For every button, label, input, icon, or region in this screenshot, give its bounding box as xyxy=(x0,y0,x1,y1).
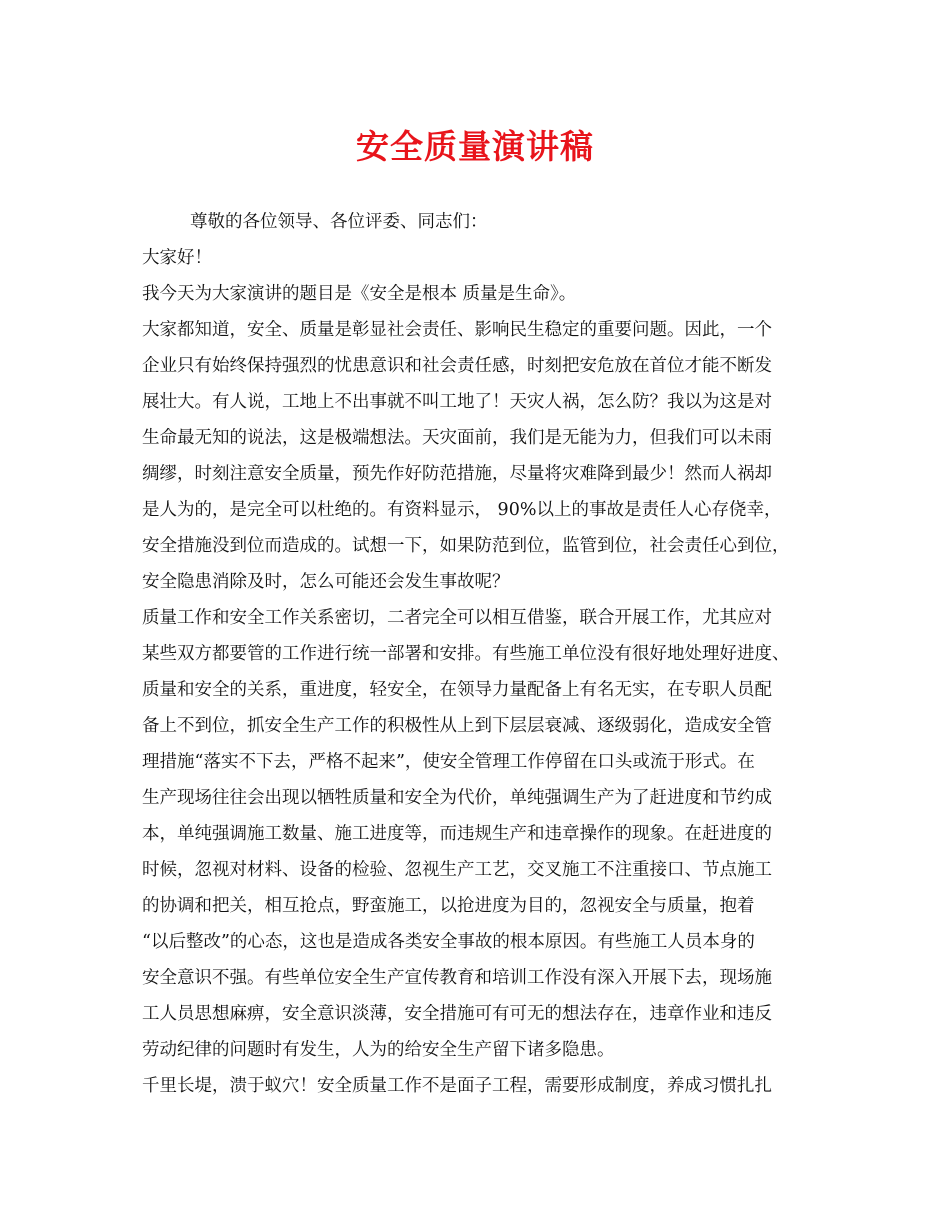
text-line: 千里长堤，溃于蚁穴！安全质量工作不是面子工程，需要形成制度，养成习惯扎扎 xyxy=(142,1076,772,1096)
text-line: 的协调和把关，相互抢点，野蛮施工，以抢进度为目的，忽视安全与质量，抱着 xyxy=(142,896,755,916)
topic-line: 我今天为大家演讲的题目是《安全是根本 质量是生命》。 xyxy=(142,284,577,304)
text-line: 时候，忽视对材料、设备的检验、忽视生产工艺，交叉施工不注重接口、节点施工 xyxy=(142,860,772,880)
text-line: 劳动纪律的问题时有发生，人为的给安全生产留下诸多隐患。 xyxy=(142,1040,615,1060)
text-line: 安全隐患消除及时，怎么可能还会发生事故呢？ xyxy=(142,572,510,592)
text-line: 是人为的，是完全可以杜绝的。有资料显示， 90%以上的事故是责任人心存侥幸， xyxy=(142,500,782,520)
text-line: 工人员思想麻痹，安全意识淡薄，安全措施可有可无的想法存在，违章作业和违反 xyxy=(142,1004,772,1024)
text-line: 企业只有始终保持强烈的忧患意识和社会责任感，时刻把安危放在首位才能不断发 xyxy=(142,356,772,376)
page-title: 安全质量演讲稿 xyxy=(356,127,594,166)
salutation-line: 尊敬的各位领导、各位评委、同志们： xyxy=(190,212,488,232)
text-line: 绸缪，时刻注意安全质量，预先作好防范措施，尽量将灾难降到最少！然而人祸却 xyxy=(142,464,772,484)
greeting-line: 大家好！ xyxy=(142,248,212,268)
text-line: 本，单纯强调施工数量、施工进度等，而违规生产和违章操作的现象。在赶进度的 xyxy=(142,824,772,844)
text-line: 质量和安全的关系，重进度，轻安全，在领导力量配备上有名无实，在专职人员配 xyxy=(142,680,772,700)
text-line: “以后整改”的心态，这也是造成各类安全事故的根本原因。有些施工人员本身的 xyxy=(142,932,755,952)
text-line: 生产现场往往会出现以牺牲质量和安全为代价，单纯强调生产为了赶进度和节约成 xyxy=(142,788,772,808)
text-line: 备上不到位，抓安全生产工作的积极性从上到下层层衰减、逐级弱化，造成安全管 xyxy=(142,716,772,736)
text-line: 展壮大。有人说，工地上不出事就不叫工地了！天灾人祸，怎么防？我以为这是对 xyxy=(142,392,772,412)
document-body xyxy=(142,204,822,1104)
text-line: 生命最无知的说法，这是极端想法。天灾面前，我们是无能为力，但我们可以未雨 xyxy=(142,428,772,448)
text-line: 理措施“落实不下去，严格不起来”，使安全管理工作停留在口头或流于形式。在 xyxy=(142,752,755,772)
text-line: 安全意识不强。有些单位安全生产宣传教育和培训工作没有深入开展下去，现场施 xyxy=(142,968,772,988)
text-line: 安全措施没到位而造成的。试想一下，如果防范到位，监管到位，社会责任心到位， xyxy=(142,536,790,556)
text-line: 质量工作和安全工作关系密切，二者完全可以相互借鉴，联合开展工作，尤其应对 xyxy=(142,608,772,628)
text-line: 大家都知道，安全、质量是彰显社会责任、影响民生稳定的重要问题。因此，一个 xyxy=(142,320,772,340)
text-line: 某些双方都要管的工作进行统一部署和安排。有些施工单位没有很好地处理好进度、 xyxy=(142,644,790,664)
